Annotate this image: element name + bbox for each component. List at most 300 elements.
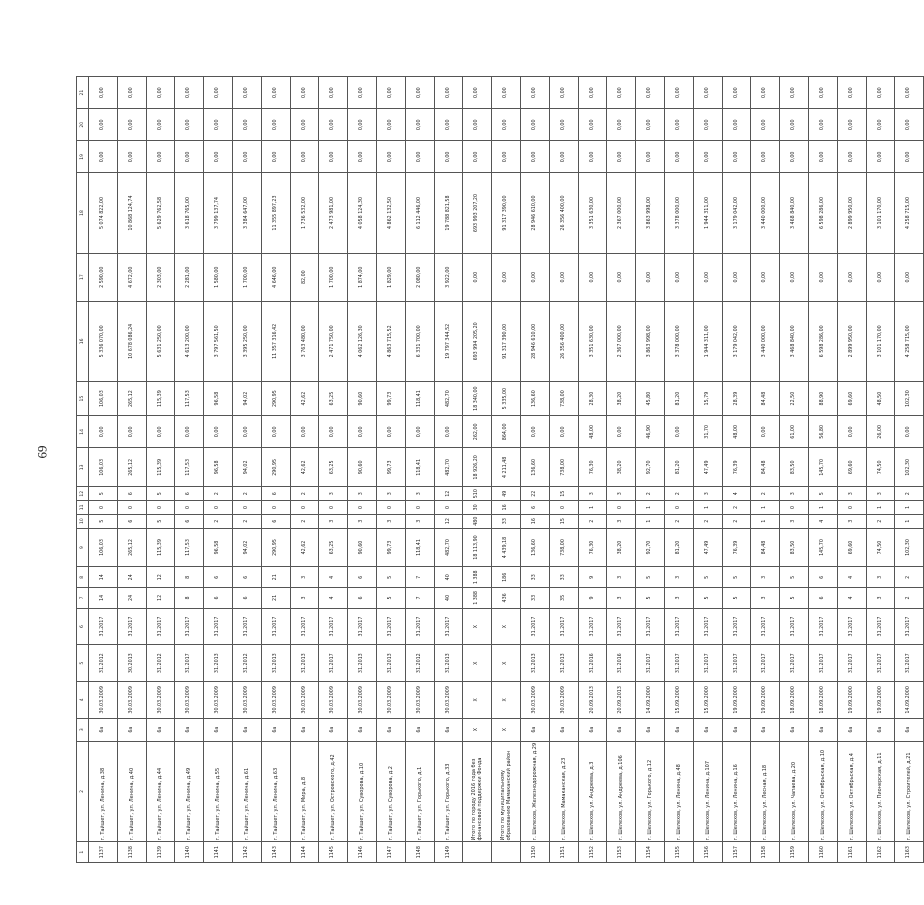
table-cell: 5 [808, 487, 837, 501]
table-cell: 0,00 [636, 77, 665, 109]
table-cell: 4 646,00 [261, 253, 290, 301]
table-cell: 0,00 [376, 109, 405, 141]
table-cell: 6а [549, 718, 578, 741]
table-cell: 31.2017 [261, 608, 290, 645]
column-number: 17 [77, 253, 89, 301]
table-cell: 1145 [319, 842, 348, 863]
table-cell: 3 [348, 487, 377, 501]
table-cell: 0,00 [492, 77, 521, 109]
table-cell: 3 763 480,00 [290, 301, 319, 381]
table-cell: 1151 [549, 842, 578, 863]
table-cell: 30.03.2009 [549, 682, 578, 719]
table-cell: 0,00 [866, 253, 895, 301]
table-cell: 0 [376, 501, 405, 515]
table-cell: 0,00 [520, 253, 549, 301]
table-cell: 1157 [722, 842, 751, 863]
table-cell: 28 946 610,00 [520, 173, 549, 253]
table-cell: 3 [290, 588, 319, 609]
table-cell: 31.2017 [376, 608, 405, 645]
table-cell: 31.2013 [261, 645, 290, 682]
table-cell: 3 395 250,00 [232, 301, 261, 381]
table-cell: 6а [866, 718, 895, 741]
table-cell: 2 367 000,00 [607, 301, 636, 381]
table-cell: 0,00 [146, 109, 175, 141]
table-cell: 0 [290, 501, 319, 515]
table-cell: 0,00 [434, 141, 463, 173]
table-cell: 0,00 [636, 109, 665, 141]
table-cell: 18.09.2000 [780, 682, 809, 719]
table-row [808, 77, 837, 863]
table-cell: 3 378 000,00 [664, 173, 693, 253]
table-cell: 0,00 [866, 141, 895, 173]
table-cell: 2 [664, 514, 693, 528]
table-cell: 118,41 [405, 381, 434, 415]
column-number: 18 [77, 173, 89, 253]
table-cell: 6а [319, 718, 348, 741]
table-cell: 15 [549, 514, 578, 528]
table-cell: 3 [866, 567, 895, 588]
table-cell: 31.2017 [780, 645, 809, 682]
table-cell: 0,00 [89, 416, 118, 448]
table-cell: 94,02 [232, 528, 261, 567]
table-cell: 3 [866, 588, 895, 609]
table-cell: 136,60 [520, 381, 549, 415]
address-cell: г. Тайшет, ул. Ленина, д.38 [89, 741, 118, 842]
address-cell: г. Шелехов, ул. Пионерская, д.11 [866, 741, 895, 842]
table-cell: 30.03.2009 [290, 682, 319, 719]
table-cell: 30.03.2009 [117, 682, 146, 719]
column-number: 20 [77, 109, 89, 141]
table-cell: 31.2017 [664, 608, 693, 645]
table-cell: 0,00 [578, 253, 607, 301]
table-cell: 3 [607, 514, 636, 528]
table-cell: 56,80 [808, 416, 837, 448]
table-cell: 31.2017 [780, 608, 809, 645]
table-cell: 3 [751, 567, 780, 588]
table-cell: 4 211,48 [492, 448, 521, 487]
table-cell: 0,00 [175, 109, 204, 141]
table-cell: 262,00 [463, 416, 492, 448]
table-cell: 5 [376, 588, 405, 609]
table-cell: 0,00 [549, 77, 578, 109]
table-cell: 31.2017 [319, 645, 348, 682]
table-cell: 14 [89, 567, 118, 588]
table-cell: 92,70 [636, 448, 665, 487]
table-cell: 3 863 998,00 [636, 173, 665, 253]
table-cell: 31.2017 [549, 608, 578, 645]
table-cell: 0,00 [405, 109, 434, 141]
table-cell: 46,90 [636, 416, 665, 448]
table-cell: 31.2012 [89, 645, 118, 682]
table-cell: 30.03.2009 [261, 682, 290, 719]
table-cell: 31.2013 [290, 645, 319, 682]
table-cell: 5 [89, 514, 118, 528]
table-cell: 0,00 [146, 77, 175, 109]
column-number: 2 [77, 741, 89, 842]
table-cell: 28 946 610,00 [520, 301, 549, 381]
table-cell: 31.2017 [636, 608, 665, 645]
table-cell: 0,00 [780, 109, 809, 141]
table-cell: 3 101 170,00 [866, 301, 895, 381]
table-cell: 6 [175, 514, 204, 528]
column-number: 10 [77, 514, 89, 528]
table-cell: 15.09.2000 [664, 682, 693, 719]
table-cell: 6а [434, 718, 463, 741]
table-cell: 47,49 [693, 448, 722, 487]
table-cell: 0,00 [780, 253, 809, 301]
address-cell: г. Тайшет, ул. Суворова, д.2 [376, 741, 405, 842]
table-cell: 2 281,00 [175, 253, 204, 301]
address-cell: г. Шелехов, ул. Октябрьская, д.10 [808, 741, 837, 842]
table-row [89, 77, 118, 863]
column-number: 16 [77, 301, 89, 381]
table-cell: 0,00 [175, 77, 204, 109]
table-cell: 0,00 [866, 77, 895, 109]
table-cell: 0,00 [549, 109, 578, 141]
table-cell: 31.2017 [636, 645, 665, 682]
table-cell: 0,00 [578, 141, 607, 173]
table-cell: 0,00 [175, 141, 204, 173]
table-cell: 0,00 [376, 77, 405, 109]
table-cell: 6а [837, 718, 866, 741]
table-cell: 265,12 [117, 381, 146, 415]
table-row [837, 77, 866, 863]
table-cell: 11 357 316,42 [261, 301, 290, 381]
table-cell: 19.09.2000 [837, 682, 866, 719]
table-cell: 7 [405, 588, 434, 609]
table-cell: 4 058 124,30 [348, 173, 377, 253]
table-cell [463, 842, 492, 863]
table-cell: 18 113,90 [463, 528, 492, 567]
table-cell: 31.2013 [204, 645, 233, 682]
column-number: 4 [77, 682, 89, 719]
table-cell: 19.09.2000 [866, 682, 895, 719]
table-cell: 1 388 [463, 567, 492, 588]
table-cell: 2 899 950,00 [837, 173, 866, 253]
table-cell: 1 [895, 514, 924, 528]
table-cell: 0,00 [837, 253, 866, 301]
table-cell: 81,20 [664, 381, 693, 415]
table-cell: 15.09.2000 [693, 682, 722, 719]
table-cell: 0,00 [348, 141, 377, 173]
table-cell: 0 [204, 501, 233, 515]
table-cell: 3 [348, 514, 377, 528]
table-cell: 0 [434, 501, 463, 515]
table-cell: 5 [89, 487, 118, 501]
table-cell: 0 [89, 501, 118, 515]
table-row [607, 77, 636, 863]
table-cell: 83,50 [780, 448, 809, 487]
table-cell: 82,00 [290, 253, 319, 301]
table-cell: 3 922,00 [434, 253, 463, 301]
table-cell: 0,00 [664, 141, 693, 173]
table-cell: 3 [780, 487, 809, 501]
table-cell: 3 [664, 588, 693, 609]
table-cell: 3 [607, 487, 636, 501]
table-cell: 1 [751, 514, 780, 528]
table-cell: 6 [261, 487, 290, 501]
table-cell: 18 926,20 [463, 448, 492, 487]
table-cell: 0,00 [578, 77, 607, 109]
column-number: 6 [77, 608, 89, 645]
table-cell: X [492, 608, 521, 645]
table-cell: 1156 [693, 842, 722, 863]
table-cell: 48,00 [578, 416, 607, 448]
table-cell: 31.2017 [808, 608, 837, 645]
table-cell: 1 [866, 501, 895, 515]
table-cell: 3 179 042,00 [722, 301, 751, 381]
table-cell: 31.2017 [348, 608, 377, 645]
table-cell: 436 [492, 588, 521, 609]
table-cell: 6 [175, 487, 204, 501]
table-cell: 0,00 [290, 77, 319, 109]
table-cell: 88,90 [808, 381, 837, 415]
table-cell: 3 [664, 567, 693, 588]
table-cell: 31.2017 [693, 645, 722, 682]
table-cell: 0,00 [434, 77, 463, 109]
table-cell: 102,30 [895, 528, 924, 567]
table-cell: 290,95 [261, 381, 290, 415]
table-cell: 91 317 390,00 [492, 173, 521, 253]
table-cell: 0,00 [348, 416, 377, 448]
table-cell: 4 258 715,00 [895, 173, 924, 253]
table-cell: 0,00 [463, 141, 492, 173]
table-cell: 2 899 950,00 [837, 301, 866, 381]
table-cell: 3 [866, 487, 895, 501]
table-cell: 6 [348, 588, 377, 609]
address-cell: г. Тайшет, ул. Горького, д.33 [434, 741, 463, 842]
table-cell: 1152 [578, 842, 607, 863]
table-cell: 0 [261, 501, 290, 515]
table-cell: 0,00 [463, 109, 492, 141]
table-cell: 738,00 [549, 381, 578, 415]
table-cell: 5 [780, 588, 809, 609]
table-cell: 0,00 [117, 141, 146, 173]
table-cell: 106,03 [89, 528, 118, 567]
table-cell: 0,00 [492, 253, 521, 301]
table-cell: 0,00 [895, 77, 924, 109]
table-cell: 118,41 [405, 448, 434, 487]
address-cell: г. Шелехов, ул. Горького, д.12 [636, 741, 665, 842]
table-cell: 0,00 [204, 416, 233, 448]
table-row [405, 77, 434, 863]
table-cell: 482,70 [434, 381, 463, 415]
table-cell: 0,00 [89, 109, 118, 141]
table-cell: 0 [319, 501, 348, 515]
table-cell: 0,00 [520, 77, 549, 109]
table-cell: 21 [261, 567, 290, 588]
table-cell: 2 [636, 487, 665, 501]
table-cell: 31.2017 [578, 608, 607, 645]
table-row [376, 77, 405, 863]
table-cell: 3 101 170,00 [866, 173, 895, 253]
table-cell: 3 [693, 487, 722, 501]
table-cell: 4 672,00 [117, 253, 146, 301]
table-cell: 0,00 [549, 253, 578, 301]
table-cell: 30 [463, 501, 492, 515]
table-cell: 5 [636, 588, 665, 609]
table-cell: 94,02 [232, 448, 261, 487]
table-cell: X [492, 682, 521, 719]
table-cell: 6 112 446,00 [405, 173, 434, 253]
table-cell: 6а [261, 718, 290, 741]
table-cell: 6а [808, 718, 837, 741]
table-cell: 12 [146, 588, 175, 609]
table-cell: 4 [319, 567, 348, 588]
table-cell: 3 [405, 487, 434, 501]
table-cell: 3 [607, 567, 636, 588]
table-cell: 3 351 630,00 [578, 301, 607, 381]
table-cell: 290,95 [261, 528, 290, 567]
table-cell: 24 [117, 567, 146, 588]
table-cell: 0 [607, 501, 636, 515]
table-cell: 0,00 [232, 109, 261, 141]
table-cell: 31.2017 [232, 608, 261, 645]
table-cell: 16 [520, 514, 549, 528]
table-cell: 4 062 126,30 [348, 301, 377, 381]
table-cell: 6а [664, 718, 693, 741]
table-cell: 38,20 [607, 528, 636, 567]
column-number: 9 [77, 528, 89, 567]
table-cell: 92,70 [636, 528, 665, 567]
table-row [146, 77, 175, 863]
table-cell: 30.03.2009 [175, 682, 204, 719]
table-cell: 84,48 [751, 448, 780, 487]
address-cell: г. Тайшет, ул. Ленина, д.49 [175, 741, 204, 842]
table-cell: 31.2013 [348, 645, 377, 682]
table-cell: 76,30 [578, 448, 607, 487]
column-number: 3 [77, 718, 89, 741]
table-row [664, 77, 693, 863]
table-cell: 1161 [837, 842, 866, 863]
table-cell: 0 [664, 501, 693, 515]
table-cell: 0,00 [204, 141, 233, 173]
table-cell: 19 788 821,58 [434, 173, 463, 253]
table-cell: 3 863 998,00 [636, 301, 665, 381]
table-cell: 63,25 [319, 528, 348, 567]
table-cell: 693 994 205,20 [463, 301, 492, 381]
column-number: 5 [77, 645, 89, 682]
table-cell: 0,00 [693, 253, 722, 301]
table-row [434, 77, 463, 863]
table-cell: 38,20 [607, 381, 636, 415]
column-number-row [77, 77, 89, 863]
table-cell: 0,00 [89, 141, 118, 173]
table-cell: 6а [780, 718, 809, 741]
table-cell: 1 [895, 501, 924, 515]
table-cell: 0 [837, 501, 866, 515]
address-cell: г. Шелехов, ул. Ленина, д.107 [693, 741, 722, 842]
table-cell: 2 [866, 514, 895, 528]
table-cell: 31.2017 [895, 608, 924, 645]
table-cell: 0,00 [492, 109, 521, 141]
table-cell: 0,00 [405, 416, 434, 448]
table-row [722, 77, 751, 863]
column-number: 19 [77, 141, 89, 173]
address-cell: г. Шелехов, ул. Лесная, д.18 [751, 741, 780, 842]
table-cell: 0 [175, 501, 204, 515]
table-cell: 30.03.2009 [232, 682, 261, 719]
table-cell: 31.2017 [434, 608, 463, 645]
table-cell: 31.2017 [895, 645, 924, 682]
table-cell: 1143 [261, 842, 290, 863]
table-cell: 74,50 [866, 528, 895, 567]
table-cell: 0,00 [520, 141, 549, 173]
table-cell: 0,00 [636, 141, 665, 173]
table-row [578, 77, 607, 863]
table-cell: 0,00 [376, 416, 405, 448]
table-cell: 102,30 [895, 381, 924, 415]
column-number: 7 [77, 588, 89, 609]
table-cell: 0,00 [549, 416, 578, 448]
table-cell: 10 678 086,24 [117, 301, 146, 381]
table-cell: 265,12 [117, 448, 146, 487]
table-cell: 31.2017 [722, 645, 751, 682]
table-cell: 96,58 [204, 381, 233, 415]
table-cell: 0,00 [607, 253, 636, 301]
table-cell: 0,00 [319, 141, 348, 173]
table-cell: 510 [463, 487, 492, 501]
table-cell: 0,00 [549, 141, 578, 173]
table-cell: 81,20 [664, 528, 693, 567]
table-cell: 6а [89, 718, 118, 741]
table-cell: 5 074 822,00 [89, 173, 118, 253]
table-cell: 0,00 [808, 109, 837, 141]
table-cell: 1148 [405, 842, 434, 863]
table-row [780, 77, 809, 863]
table-cell: 30.03.2009 [434, 682, 463, 719]
table-cell: 31.2012 [232, 645, 261, 682]
column-number: 8 [77, 567, 89, 588]
table-cell: 48,50 [866, 381, 895, 415]
table-cell: 3 351 630,00 [578, 173, 607, 253]
table-cell: 6 [117, 514, 146, 528]
table-cell: 22,50 [780, 381, 809, 415]
table-cell: 26 356 400,00 [549, 301, 578, 381]
table-cell: 5 336 070,00 [89, 301, 118, 381]
page-number: 69 [34, 445, 50, 459]
table-cell: 0,00 [117, 109, 146, 141]
table-cell: 31.2017 [837, 608, 866, 645]
table-cell: 31.2017 [722, 608, 751, 645]
table-cell: 76,39 [722, 448, 751, 487]
table-cell: 3 [319, 487, 348, 501]
table-cell: 145,70 [808, 448, 837, 487]
table-cell: 2 [290, 487, 319, 501]
table-cell: 0,00 [722, 141, 751, 173]
table-cell: 4 439,18 [492, 528, 521, 567]
table-cell: 2 367 000,00 [607, 173, 636, 253]
table-row [549, 77, 578, 863]
address-cell: г. Тайшет, ул. Ленина, д.44 [146, 741, 175, 842]
table-cell: 0 [146, 501, 175, 515]
table-cell: 31.2013 [520, 645, 549, 682]
table-cell: 76,39 [722, 528, 751, 567]
table-cell: 0,00 [808, 77, 837, 109]
table-cell: 40 [434, 567, 463, 588]
table-cell: 738,00 [549, 528, 578, 567]
table-cell: 136,60 [520, 528, 549, 567]
table-cell: 31.2017 [866, 645, 895, 682]
table-cell: 0,00 [664, 109, 693, 141]
table-cell: 3 [837, 487, 866, 501]
table-cell: 0,00 [261, 141, 290, 173]
table-cell: 6а [232, 718, 261, 741]
table-cell: 1 [636, 501, 665, 515]
table-cell: 1 944 311,00 [693, 173, 722, 253]
table-cell: 4 862 132,50 [376, 173, 405, 253]
table-cell: 90,60 [348, 381, 377, 415]
